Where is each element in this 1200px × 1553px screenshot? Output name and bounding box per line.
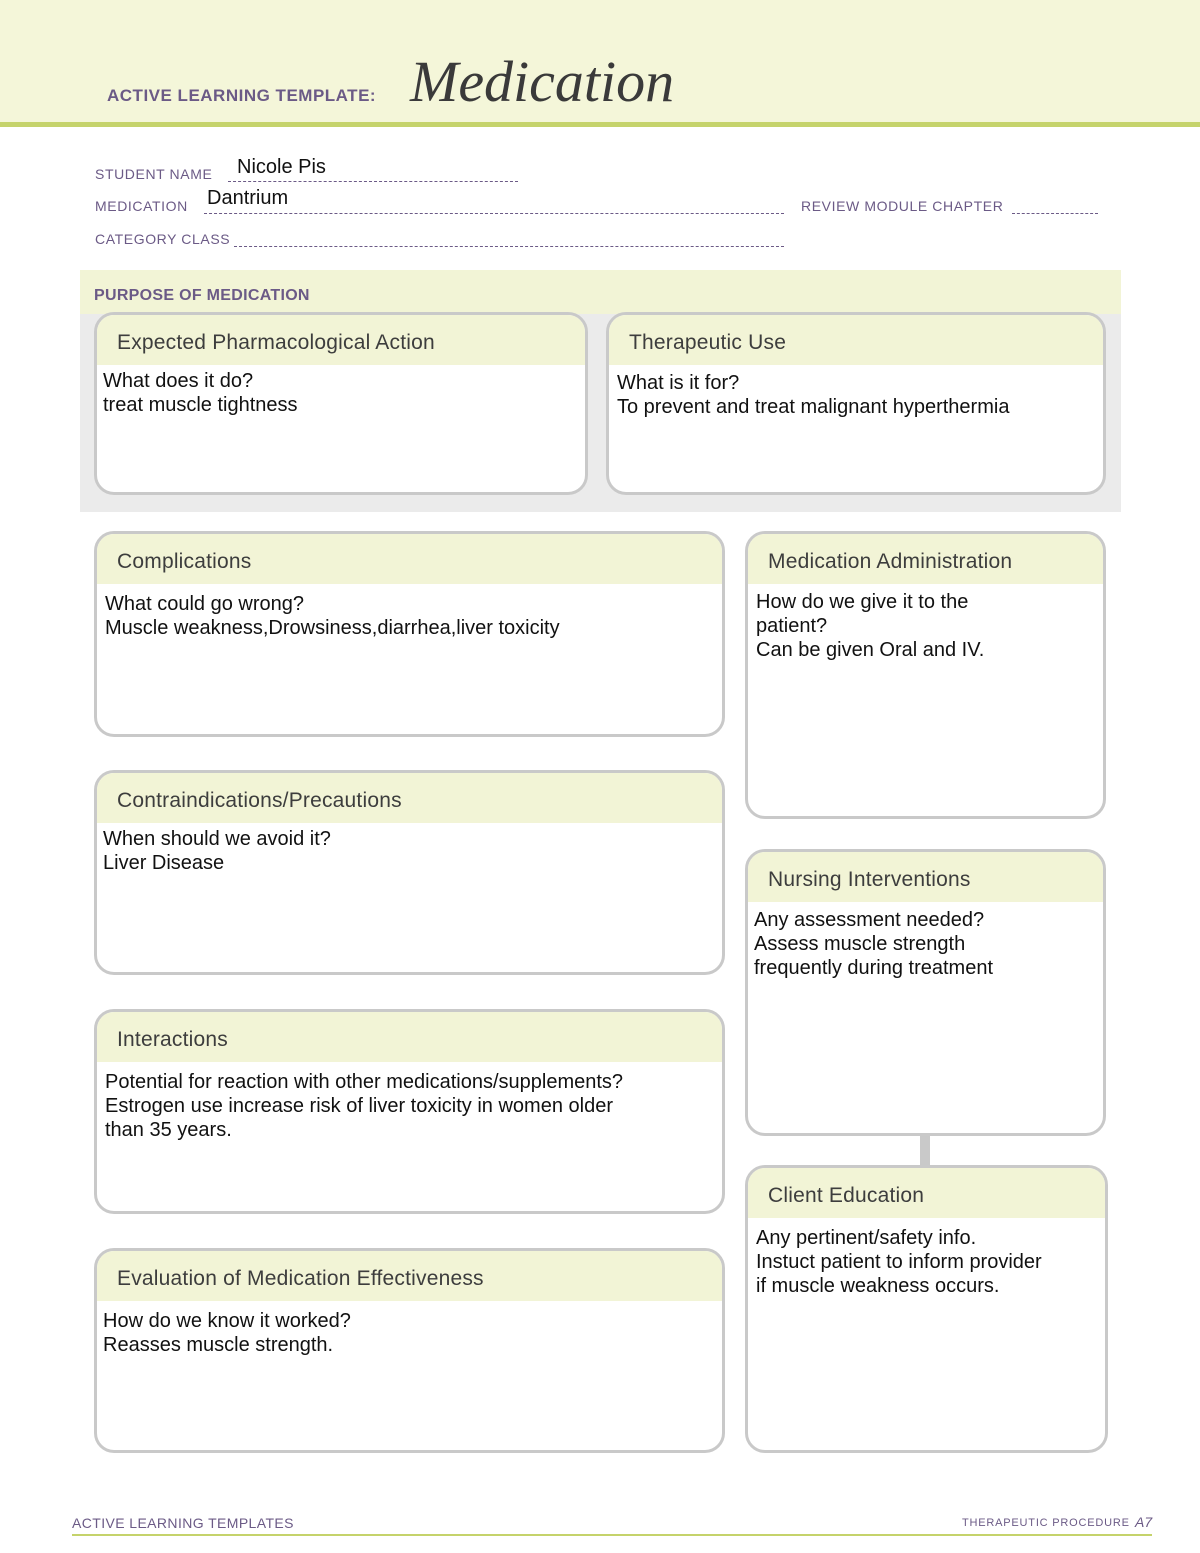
category-class-label: CATEGORY CLASS [95, 231, 231, 247]
student-name-field[interactable]: Nicole Pis [237, 156, 326, 178]
contraindications-heading: Contraindications/Precautions [97, 773, 722, 823]
footer-right-label: THERAPEUTIC PROCEDURE [962, 1517, 1130, 1529]
medication-label: MEDICATION [95, 198, 188, 214]
nursing-interventions-answer-line-2[interactable]: frequently during treatment [754, 957, 994, 979]
box-connector [920, 1134, 930, 1166]
nursing-interventions-box [745, 849, 1106, 1136]
interactions-answer-line-1[interactable]: Estrogen use increase risk of liver toxicity in women older [105, 1095, 613, 1117]
complications-heading: Complications [97, 534, 722, 584]
administration-prompt-line-1: How do we give it to the [756, 591, 969, 613]
nursing-interventions-prompt: Any assessment needed? [754, 909, 985, 931]
client-education-heading: Client Education [748, 1168, 1105, 1218]
administration-prompt-line-2: patient? [756, 615, 828, 637]
administration-heading: Medication Administration [748, 534, 1103, 584]
evaluation-box [94, 1248, 725, 1453]
expected-action-box [94, 312, 588, 495]
student-name-label: STUDENT NAME [95, 166, 213, 182]
client-education-box [745, 1165, 1108, 1453]
evaluation-prompt: How do we know it worked? [103, 1310, 351, 1332]
contraindications-box [94, 770, 725, 975]
nursing-interventions-heading: Nursing Interventions [748, 852, 1103, 902]
medication-field[interactable]: Dantrium [207, 187, 289, 209]
complications-answer[interactable]: Muscle weakness,Drowsiness,diarrhea,liver toxicity [105, 617, 560, 639]
client-education-answer-line-1[interactable]: Instuct patient to inform provider [756, 1251, 1042, 1273]
complications-prompt: What could go wrong? [105, 593, 305, 615]
therapeutic-use-answer[interactable]: To prevent and treat malignant hyperthermia [617, 396, 1010, 418]
expected-action-heading: Expected Pharmacological Action [97, 315, 585, 365]
footer-left-label: ACTIVE LEARNING TEMPLATES [72, 1515, 294, 1531]
page-title: Medication [410, 49, 675, 114]
interactions-heading: Interactions [97, 1012, 722, 1062]
template-label: ACTIVE LEARNING TEMPLATE: [107, 86, 377, 105]
category-class-field[interactable] [234, 246, 784, 247]
interactions-answer-line-2[interactable]: than 35 years. [105, 1119, 232, 1141]
evaluation-heading: Evaluation of Medication Effectiveness [97, 1251, 722, 1301]
administration-box [745, 531, 1106, 819]
interactions-prompt: Potential for reaction with other medications/supplements? [105, 1071, 624, 1093]
expected-action-answer[interactable]: treat muscle tightness [103, 394, 298, 416]
complications-box [94, 531, 725, 737]
therapeutic-use-prompt: What is it for? [617, 372, 740, 394]
nursing-interventions-answer-line-1[interactable]: Assess muscle strength [754, 933, 966, 955]
header-divider [0, 122, 1200, 127]
review-module-label: REVIEW MODULE CHAPTER [801, 198, 1004, 214]
client-education-answer-line-2[interactable]: if muscle weakness occurs. [756, 1275, 1000, 1297]
therapeutic-use-box [606, 312, 1106, 495]
interactions-box [94, 1009, 725, 1214]
page-number: A7 [1135, 1514, 1153, 1530]
expected-action-prompt: What does it do? [103, 370, 254, 392]
administration-answer[interactable]: Can be given Oral and IV. [756, 639, 985, 661]
contraindications-answer[interactable]: Liver Disease [103, 852, 225, 874]
medication-line [204, 213, 784, 214]
footer-divider [72, 1534, 1152, 1536]
review-module-field[interactable] [1012, 213, 1098, 214]
evaluation-answer[interactable]: Reasses muscle strength. [103, 1334, 334, 1356]
therapeutic-use-heading: Therapeutic Use [609, 315, 1103, 365]
contraindications-prompt: When should we avoid it? [103, 828, 331, 850]
student-name-line [228, 181, 518, 182]
client-education-prompt: Any pertinent/safety info. [756, 1227, 977, 1249]
purpose-title: PURPOSE OF MEDICATION [94, 287, 310, 304]
